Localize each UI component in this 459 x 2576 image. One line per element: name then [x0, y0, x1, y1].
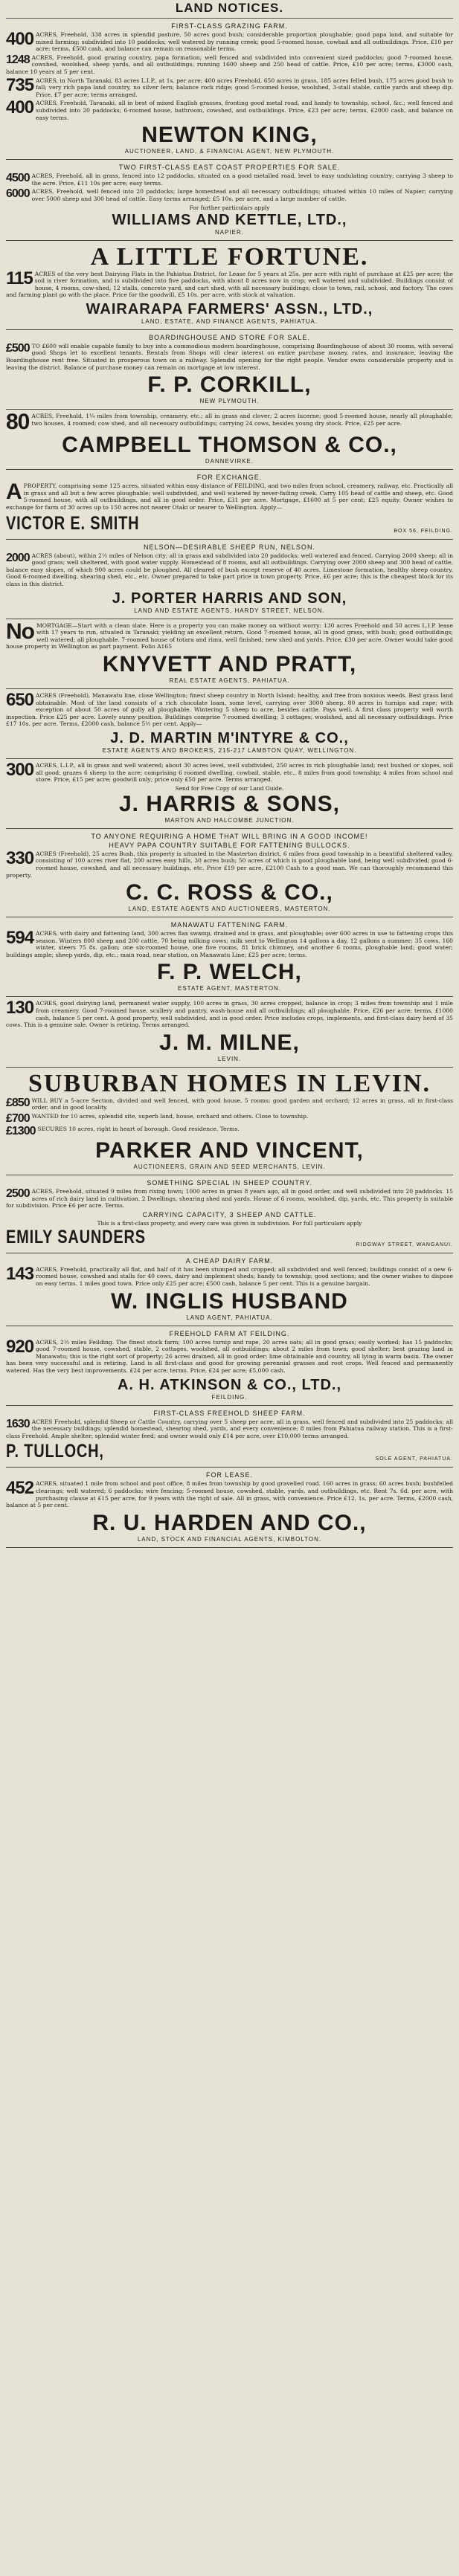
- ads-column: [6, 19, 453, 1548]
- listing-entry: [6, 1339, 453, 1375]
- agent-name: A. H. ATKINSON & CO., LTD.,: [117, 1376, 342, 1393]
- agent-name: VICTOR E. SMITH: [6, 512, 140, 534]
- agent-subtitle: MARTON AND HALCOMBE JUNCTION.: [164, 816, 295, 824]
- ad-block: [6, 160, 453, 240]
- ad-note: Send for Free Copy of our Land Guide.: [175, 784, 284, 792]
- agent-name: PARKER AND VINCENT,: [95, 1138, 364, 1163]
- ad-block: [6, 19, 453, 160]
- listing-entry: [6, 343, 453, 371]
- agent-name: NEWTON KING,: [141, 123, 318, 148]
- agent-name: J. HARRIS & SONS,: [118, 791, 341, 816]
- agent-row: [6, 1441, 453, 1462]
- listing-text: MORTGAGE—Start with a clean slate. Here is a property you can make money on without worry: 130 acres Freehold and 50 acres L.I.P. lease with 17 years to run, situated in Taranaki; yielding an excellent return. Good 7-roomed house, all in good grass, with bush; good outbuildings; well watered; all ploughable. 7-roomed house of totara and rimu, well finished; new shed and yards. Price, £30 per acre. Owner would take good house property in Wellington as part payment. Folio A165: [6, 622, 453, 651]
- listing-entry: [6, 692, 453, 728]
- ad-heading: FOR EXCHANGE.: [196, 474, 263, 482]
- ad-title: SUBURBAN HOMES IN LEVIN.: [28, 1069, 431, 1097]
- listing-acreage: 115: [6, 270, 33, 288]
- listing-entry: [6, 1480, 453, 1508]
- listing-entry: [6, 1418, 453, 1440]
- listing-text: ACRES (Freehold), 25 acres Bush, this property is situated in the Masterton district, 6 miles from good township in a beautiful sheltered valley, consisting of 100 acres river flat, 200 acres easy hills, 30 acres bush; 50 acres of which is good ploughable land, being well subdivided; good 6-roomed house, cowshed, and all necessary buildings, etc. Price £19 per acre, £2100 Cash to a good man. We can thoroughly recommend this property.: [6, 850, 453, 879]
- listing-acreage: 400: [6, 100, 34, 118]
- listing-text: ACRES, Freehold, practically all flat, and half of it has been stumped and cropped; all subdivided and well fenced; buildings consist of a new 6-roomed house, cowshed and stalls for 40 cows, dairy and implement sheds; handy to township; good sections; and the owner wishes to dispose on easy terms. 1 miles good town. Price only £25 per acre; £500 cash, balance 5 per cent. This is a genuine bargain.: [36, 1265, 453, 1287]
- agent-subtitle: ESTATE AGENTS AND BROKERS, 215-217 LAMBTON QUAY, WELLINGTON.: [102, 746, 357, 754]
- listing-text: ACRES, with dairy and fattening land, 300 acres flax swamp, drained and in grass, and ploughable; over 600 acres in use to fattening crops this season. Winters 800 sheep and 200 cattle, 70 being milking cows; milk sent to Wellington 14 gallons a day, 12 gallons a summer; 35 cows, 160 winter, steers 75 8s. gallon; one six-roomed house, one five rooms, 81 brick chimney, and another 6 rooms, ploughable land; good water; buildings ample; sheep yards, dip, etc.; main road, near station, on Manawatu Line; £25 per acre; terms.: [6, 930, 453, 958]
- listing-text: ACRES, situated 1 mile from school and post office, 8 miles from township by good gravelled road. 160 acres in grass; 60 acres bush; bushfelled clearings; well watered; 6 paddocks; wire fencing; 5-roomed house, cowshed, stable, yards, and outbuildings, etc. Rent 7s. 6d. per acre, with purchasing clause at £15 per acre, for 9 years with the right of sale. All in grass, with convenience. Price £12, 1s. per acre. Terms, £2000 cash, balance at 5 per cent.: [6, 1480, 453, 1509]
- ad-heading: SOMETHING SPECIAL IN SHEEP COUNTRY.: [147, 1179, 312, 1187]
- listing-acreage: 735: [6, 77, 34, 95]
- ad-block: [6, 759, 453, 829]
- agent-subtitle: NEW PLYMOUTH.: [199, 398, 260, 405]
- listing-acreage: 130: [6, 1000, 34, 1019]
- ad-block: [6, 1068, 453, 1175]
- agent-subtitle: AUCTIONEER, LAND, & FINANCIAL AGENT, NEW PLYMOUTH.: [124, 148, 335, 155]
- agent-subtitle: LAND, ESTATE AGENTS AND AUCTIONEERS, MASTERTON.: [128, 906, 331, 913]
- ad-note: For further particulars apply: [189, 204, 270, 211]
- ad-block: [6, 1406, 453, 1468]
- ad-block: [6, 470, 453, 539]
- listing-entry: [6, 271, 453, 299]
- ad-block: [6, 1326, 453, 1406]
- ad-heading: NELSON—DESIRABLE SHEEP RUN, NELSON.: [144, 543, 315, 551]
- listing-entry: [6, 850, 453, 879]
- agent-name: P. TULLOCH,: [6, 1441, 104, 1462]
- listing-acreage: 2500: [6, 1188, 30, 1201]
- listing-entry: [6, 1126, 453, 1137]
- ad-heading: MANAWATU FATTENING FARM.: [170, 921, 289, 929]
- agent-name: J. M. MILNE,: [159, 1030, 300, 1055]
- ad-heading: FIRST-CLASS GRAZING FARM.: [171, 22, 288, 30]
- listing-text: SECURES 10 acres, right in heart of borough. Good residence. Terms.: [37, 1126, 240, 1133]
- listing-entry: [6, 413, 453, 431]
- listing-text: ACRES, 2½ miles Feilding. The finest stock farm; 100 acres turnip and rape, 20 acres oats; all in good grass; easily worked; has 15 paddocks; good 7-roomed house, cowshed, stable, 2 cottages, woolshed, all outbuildings; about 2 miles from town; good shelter; best grazing land in Manawatu; this is the right sort of property; 26 acres drained, all in good order; lime obtainable and country, all lying in warm basin. The owner has been very successful and is retiring. Land is all first-class and good for growing perennial grasses and root crops. Well fenced and permanently watered. Has the very best improvements. £24 per acre; terms. Price, £24 per acre; £5,000 cash.: [6, 1338, 453, 1374]
- listing-text: ACRES, L.I.P., all in grass and well watered; about 30 acres level, well subdivided, 250 acres in rich ploughable land; rest bushed or slopes, soil all good; grazes 6 sheep to the acre; comprising 6 roomed dwelling, cowbail, stable, etc., 8 miles from good township; 4 miles from school and store. Price, £15 per acre; goodwill only; price only £50 per acre. Terms arranged.: [36, 761, 453, 784]
- listing-acreage: 143: [6, 1265, 34, 1284]
- ad-title: A LITTLE FORTUNE.: [90, 242, 369, 271]
- ad-heading: TWO FIRST-CLASS EAST COAST PROPERTIES FOR SALE.: [118, 164, 341, 172]
- listing-text: WILL BUY a 5-acre Section, divided and well fenced, with good house, 5 rooms; good garden and orchard; 12 acres in grass, all in first-class order, and in good locality.: [31, 1097, 453, 1111]
- agent-name: WAIRARAPA FARMERS' ASSN., LTD.,: [86, 300, 373, 317]
- listing-entry: [6, 762, 453, 784]
- listing-text: ACRES (Freehold), Manawatu line, close Wellington; finest sheep country in North Island; healthy, and free from noxious weeds. Best grass land obtainable. Most of the land consists of a rich chocolate loam, some level, carrying over 3000 sheep, 80 acres in turnips and rape; with exception of about 50 acres of gully all ploughable. Wintering 5 sheep to acre, besides cattle. Pays well. A first class property well worth inspection. Price £25 per acre. Lovely sunny position. Buildings comprise 7-roomed dwelling; 3 cottages; woolshed, and all necessary outbuildings. Price £17 10s. per acre. Terms, £2000 cash, balance 5½ per cent. Apply—: [6, 691, 453, 728]
- listing-acreage: 6000: [6, 188, 30, 201]
- listing-acreage: £850: [6, 1097, 30, 1109]
- listing-entry: [6, 188, 453, 202]
- masthead: LAND NOTICES.: [6, 0, 453, 19]
- agent-row: [6, 1227, 453, 1248]
- listing-acreage: 80: [6, 413, 30, 432]
- listing-acreage: 300: [6, 761, 34, 780]
- agent-name: J. D. MARTIN M'INTYRE & CO.,: [110, 729, 349, 746]
- listing-entry: [6, 1113, 453, 1124]
- listing-text: ACRES of the very best Dairying Flats in the Pahiatua District, for Lease for 5 years at 25s. per acre with right of purchase at £25 per acre; the soil is river formation, and is subdivided into five paddocks, with about 8 acres now in crop; well watered and subdivided. Buildings consist of house, 4 rooms, cow-shed, 12 stalls, concrete yard, and cart shed, with all necessary buildings; close to town, rail, school, and factory. The cows and farming plant go with the place. Price for the goodwill, £5 10s. per acre, with stock at valuation.: [6, 270, 453, 299]
- listing-entry: [6, 1266, 453, 1288]
- listing-acreage: 1630: [6, 1418, 30, 1430]
- ad-heading: FREEHOLD FARM AT FEILDING.: [169, 1329, 290, 1337]
- listing-text: ACRES, Freehold, good grazing country, papa formation; well fenced and subdivided into convenient sized paddocks; good 7-roomed house, cowshed, woolshed, sheep yards, and all outbuildings; running 1600 sheep and 250 head of cattle. Price, £10 per acre; terms, £3000 cash, balance 10 years at 5 per cent.: [6, 54, 453, 75]
- agent-subtitle: ESTATE AGENT, MASTERTON.: [178, 985, 281, 992]
- ad-block: [6, 829, 453, 917]
- ad-block: [6, 917, 453, 997]
- listing-entry: [6, 622, 453, 651]
- ad-block: [6, 997, 453, 1067]
- listing-text: ACRES Freehold, splendid Sheep or Cattle Country, carrying over 5 sheep per acre; all in grass, well fenced and subdivided into 25 paddocks; all the necessary buildings; splendid homestead, shearing shed, yards, and every convenience; 8 miles from Pahiatua railway station. This is a first-class Freehold. Ample shelter; splendid winter feed; and owner would only £14 per acre, over £10,000 terms arranged.: [6, 1418, 453, 1439]
- ad-block: [6, 689, 453, 759]
- listing-text: ACRES, Freehold, Taranaki, all in best of mixed English grasses, fronting good metal road, and handy to township, school, &c.; well fenced and subdivided into 20 paddocks; 6-roomed house, bathroom, cowshed, and outbuildings. Price, £23 per acre; terms, £2000 cash, and balance on easy terms.: [36, 100, 453, 121]
- agent-name: WILLIAMS AND KETTLE, LTD.,: [112, 211, 347, 228]
- agent-address: SOLE AGENT, PAHIATUA.: [375, 1456, 453, 1462]
- ad-heading: BOARDINGHOUSE AND STORE FOR SALE.: [149, 333, 310, 341]
- ad-block: [6, 241, 453, 330]
- agent-subtitle: AUCTIONEERS, GRAIN AND SEED MERCHANTS, LEVIN.: [133, 1163, 326, 1171]
- listing-text: ACRES, Freehold, all in grass, fenced into 12 paddocks, situated on a good metalled road, level to easy undulating country; carrying 3 sheep to the acre. Price, £11 10s per acre; easy terms.: [31, 172, 453, 187]
- listing-entry: [6, 930, 453, 958]
- agent-subtitle: LAND, ESTATE, AND FINANCE AGENTS, PAHIATUA.: [141, 317, 318, 325]
- agent-subtitle: LEVIN.: [217, 1055, 242, 1062]
- agent-subtitle: REAL ESTATE AGENTS, PAHIATUA.: [169, 677, 290, 684]
- listing-acreage: 4500: [6, 172, 30, 185]
- listing-text: ACRES (about), within 2½ miles of Nelson city; all in grass and subdivided into 20 paddocks; well watered and fenced. Carrying 2000 sheep; all in good grass; well sheltered, with good water supply. Homestead of 8 rooms, and all outbuildings. Carrying over 2000 sheep and 300 head of cattle, balance easy slopes, of which 900 acres could be ploughed. All cleared of bush except reserve of 40 acres. Limestone formation, healthy sheep country. Good 6-roomed dwelling, shearing shed, etc., etc. Owner prepared to take part price in town property. Price, £6 per acre; this is the cheapest block for its class in this district.: [6, 552, 453, 587]
- agent-name: C. C. ROSS & CO.,: [126, 880, 333, 906]
- listing-entry: [6, 54, 453, 76]
- listing-acreage: 2000: [6, 552, 30, 564]
- listing-text: TO £600 will enable capable family to buy into a commodious modern boardinghouse, comprising Boardinghouse of about 30 rooms, with several good Shops let to excellent tenants. Rentals from Shops will clear interest on entire purchase money, rates, and insurance, leaving the Boardinghouse rent free. Situated in prosperous town on a railway. Splendid opening for the right people. Vendor owns considerable property and is leaving the district. Balance of purchase money can remain on mortgage at low interest.: [6, 342, 453, 371]
- ad-block: [6, 619, 453, 689]
- agent-subtitle: FEILDING.: [211, 1393, 248, 1401]
- ad-heading: TO ANYONE REQUIRING A HOME THAT WILL BRING IN A GOOD INCOME!: [91, 832, 368, 840]
- agent-subtitle: LAND, STOCK AND FINANCIAL AGENTS, KIMBOLTON.: [137, 1535, 322, 1543]
- agent-name: J. PORTER HARRIS AND SON,: [112, 590, 347, 607]
- listing-text: ACRES, Freehold, situated 9 miles from rising town; 1000 acres in grass 8 years ago, all in good order, and well subdivided into 20 paddocks. 15 acres of rich dairy land in cultivation. 2 Dwellings, shearing shed and yards. House of 6 rooms, woolshed, dip, yards, etc. This property is suitable for subdivision. Price £6 per acre. Terms.: [6, 1188, 453, 1210]
- ad-heading: A CHEAP DAIRY FARM.: [185, 1256, 274, 1265]
- listing-acreage: 330: [6, 850, 34, 868]
- ad-note: This is a first-class property, and every care was given in subdivision. For full particulars apply: [97, 1219, 362, 1227]
- agent-name: F. P. CORKILL,: [147, 372, 312, 398]
- ad-block: [6, 410, 453, 470]
- listing-acreage: £1300: [6, 1126, 36, 1137]
- ad-block: [6, 1468, 453, 1547]
- listing-entry: [6, 552, 453, 588]
- listing-acreage: £500: [6, 342, 30, 355]
- ad-block: [6, 1253, 453, 1326]
- listing-acreage: 452: [6, 1480, 34, 1499]
- listing-text: ACRES, in North Taranaki, 83 acres L.I.P., at 1s. per acre; 400 acres Freehold, 650 acres in grass, 185 acres felled bush, 175 acres good bush to fall; very rich papa land country, no silver fern; balance rock ridge; good 5-roomed house, woolshed, 3-stall stable, cattle yards and sheep dip. Price, £7 per acre; terms arranged.: [36, 77, 453, 98]
- listing-text: ACRES, good dairying land, permanent water supply, 100 acres in grass, 30 acres cropped, balance in crop; 3 miles from township and 1 mile from creamery. Good 7-roomed house, scullery and pantry, wash-house and all outbuildings; all ploughable. Price, £26 per acre; terms, £1000 cash, balance 5 per cent. A good property, well subdivided, and in good order. Price includes crops, implements, and first-class dairy herd of 35 cows. This is a genuine sale. Owner is retiring. Terms arranged.: [6, 1000, 453, 1029]
- ad-heading: FOR LEASE.: [205, 1471, 253, 1479]
- ad-heading: FIRST-CLASS FREEHOLD SHEEP FARM.: [153, 1409, 306, 1417]
- agent-name: KNYVETT AND PRATT,: [102, 651, 357, 677]
- listing-entry: [6, 172, 453, 187]
- agent-subtitle: LAND AND ESTATE AGENTS, HARDY STREET, NELSON.: [134, 607, 325, 614]
- listing-acreage: £700: [6, 1113, 30, 1125]
- agent-address: RIDGWAY STREET, WANGANUI.: [356, 1242, 453, 1247]
- agent-subtitle: NAPIER.: [214, 228, 244, 236]
- listing-entry: [6, 31, 453, 53]
- listing-text: ACRES, Freehold, 1¼ miles from township, creamery, etc.; all in grass and clover; 2 acres lucerne; good 5-roomed house, nearly all ploughable; two houses, 4 roomed; cow shed, and all necessary outbuildings; carrying 24 cows, besides young dry stock. Price, £25 per acre.: [31, 413, 453, 427]
- listing-acreage: No: [6, 622, 34, 644]
- agent-name: CAMPBELL THOMSON & CO.,: [62, 433, 397, 458]
- listing-entry: [6, 1188, 453, 1210]
- listing-entry: [6, 77, 453, 99]
- listing-acreage: A: [6, 482, 22, 505]
- listing-entry: [6, 100, 453, 121]
- agent-name: W. INGLIS HUSBAND: [111, 1288, 348, 1314]
- listing-acreage: 650: [6, 691, 34, 710]
- agent-name: F. P. WELCH,: [157, 960, 302, 985]
- listing-acreage: 594: [6, 930, 34, 949]
- agent-name: R. U. HARDEN AND CO.,: [92, 1510, 367, 1535]
- agent-subtitle: LAND AGENT, PAHIATUA.: [186, 1314, 273, 1321]
- listing-text: PROPERTY, comprising some 125 acres, situated within easy distance of FEILDING, and two miles from school, creamery, railway, etc. Practically all in grass and all but a few acres ploughable; well subdivided, and well watered by never-failing creek. Carry 105 head of cattle and sheep, etc. Good 5-roomed house, with all outbuildings, and all in good order. Price, £31 per acre. Mortgage, £1600 at 5 per cent; £25 equity. Owner wishes to exchange for farm of 30 acres up to 150 acres not nearer Otaki or nearer to Wellington. Apply—: [6, 482, 453, 511]
- agent-address: BOX 56, FEILDING.: [394, 528, 453, 534]
- ad-block: [6, 540, 453, 619]
- ad-block: [6, 1175, 453, 1253]
- listing-acreage: 400: [6, 31, 34, 49]
- agent-row: [6, 513, 453, 535]
- listing-acreage: 1248: [6, 54, 30, 66]
- listing-entry: [6, 1097, 453, 1111]
- ad-block: [6, 330, 453, 410]
- listing-text: ACRES, Freehold, 338 acres in splendid pasture, 50 acres good bush; considerable proportion ploughable; good papa land, and suitable for mixed farming; subdivided into 10 paddocks; well watered by running creek; good 5-roomed house, cowbail and all outbuildings. Price, £10 per acre; terms, £500 cash, and balance can remain on reasonable terms.: [36, 31, 453, 53]
- agent-name: EMILY SAUNDERS: [6, 1226, 146, 1247]
- agent-subtitle: DANNEVIRKE.: [205, 458, 254, 465]
- listing-entry: [6, 482, 453, 511]
- listing-acreage: 920: [6, 1338, 34, 1357]
- listing-entry: [6, 1000, 453, 1028]
- ad-subheading: HEAVY PAPA COUNTRY SUITABLE FOR FATTENING BULLOCKS.: [109, 841, 350, 849]
- listing-text: WANTED for 10 acres, splendid site, superb land, house, orchard and others. Close to township.: [31, 1113, 309, 1120]
- ad-subheading: CARRYING CAPACITY, 3 SHEEP AND CATTLE.: [142, 1210, 317, 1218]
- listing-text: ACRES, Freehold, well fenced into 20 paddocks; large homestead and all necessary outbuildings; situated within 10 miles of Napier; carrying over 5000 sheep and 300 head of cattle. Easy terms arranged; £5 10s. per acre, and a large number of cattle.: [31, 188, 453, 202]
